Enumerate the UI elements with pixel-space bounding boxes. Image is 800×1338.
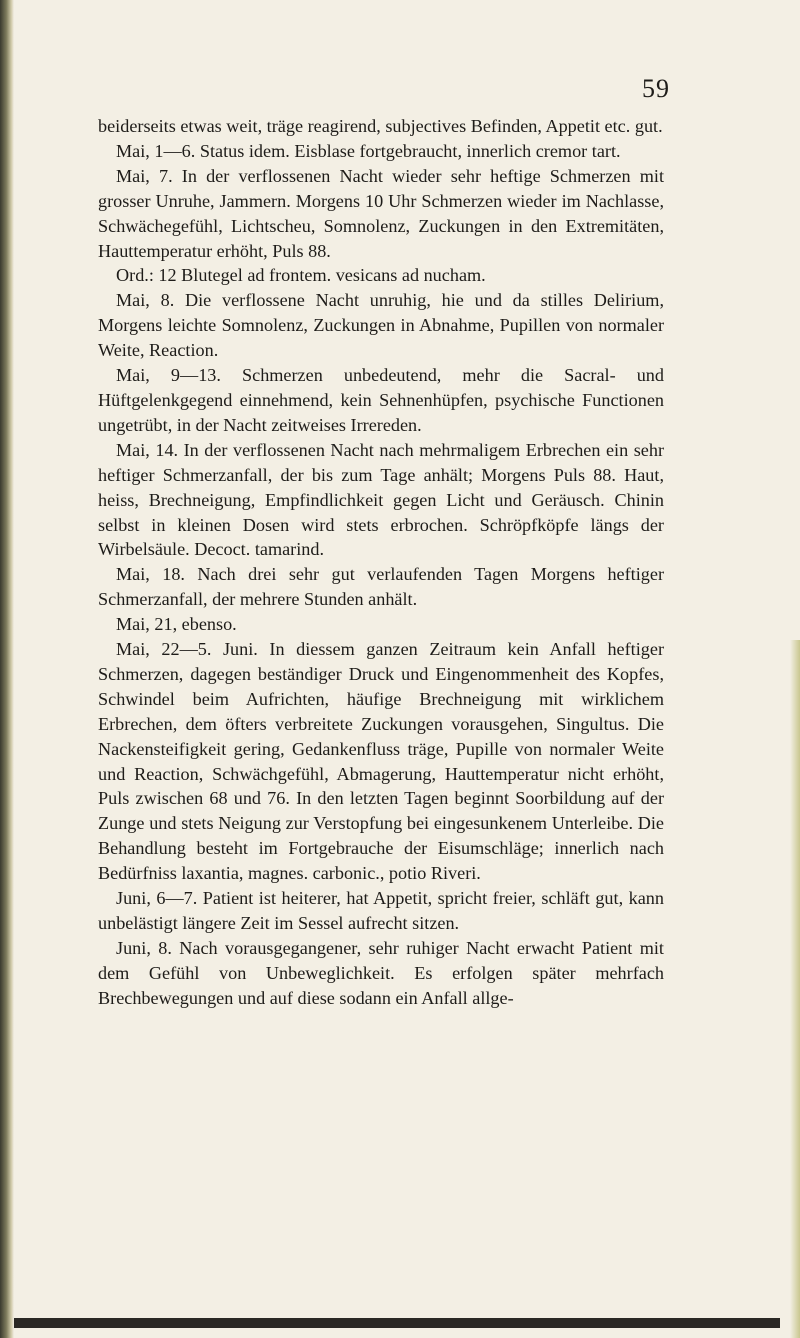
paragraph-12: Juni, 8. Nach vorausgegangener, sehr ruhiger Nacht erwacht Patient mit dem Gefühl von Unbeweglichkeit. Es erfolgen später mehrfach Brechbewegungen und auf diese sodann ein Anfall allge- xyxy=(98,937,664,1008)
paragraph-7: Mai, 14. In der verflossenen Nacht nach mehrmaligem Erbrechen ein sehr heftiger Schmerzanfall, der bis zum Tage anhält; Morgens Puls 88. Haut, heiss, Brechneigung, Empfindlichkeit gegen Licht und Geräusch. Chinin selbst in kleinen Dosen wird stets erbrochen. Schröpfköpfe längs der Wirbelsäule. Decoct. tamarind. xyxy=(98,439,664,560)
paragraph-1: beiderseits etwas weit, träge reagirend, subjectives Befinden, Appetit etc. gut. xyxy=(98,116,663,136)
paragraph-6: Mai, 9—13. Schmerzen unbedeutend, mehr die Sacral- und Hüftgelenkgegend einnehmend, kein Sehnenhüpfen, psychische Functionen ungetrübt, in der Nacht zeitweises Irrereden. xyxy=(98,365,664,435)
page-number: 59 xyxy=(642,74,670,103)
paragraph-9: Mai, 21, ebenso. xyxy=(116,614,237,635)
page-edge-stain xyxy=(790,640,800,1338)
paragraph-11: Juni, 6—7. Patient ist heiterer, hat Appetit, spricht freier, schläft gut, kann unbelästigt längere Zeit im Sessel aufrecht sitzen. xyxy=(98,888,664,933)
paragraph-5: Mai, 8. Die verflossene Nacht unruhig, hie und da stilles Delirium, Morgens leichte Somnolenz, Zuckungen in Abnahme, Pupillen von normaler Weite, Reaction. xyxy=(98,290,664,361)
paragraph-8: Mai, 18. Nach drei sehr gut verlaufenden Tagen Morgens heftiger Schmerzanfall, der mehrere Stunden anhält. xyxy=(98,564,664,610)
book-spine-shadow xyxy=(0,0,14,1338)
bottom-edge-shadow xyxy=(14,1318,780,1328)
paragraph-4: Ord.: 12 Blutegel ad frontem. vesicans ad nucham. xyxy=(116,265,486,286)
body-text xyxy=(98,114,664,1011)
paragraph-10: Mai, 22—5. Juni. In diessem ganzen Zeitraum kein Anfall heftiger Schmerzen, dagegen beständiger Druck und Eingenommenheit des Kopfes, Schwindel beim Aufrichten, häufige Brechneigung mit wirklichem Erbrechen, dem öfters verbreitete Zuckungen vorausgehen, Singultus. Die Nackensteifigkeit gering, Gedankenfluss träge, Pupille von normaler Weite und Reaction, Schwächgefühl, Abmagerung, Hauttemperatur nicht erhöht, Puls zwischen 68 und 76. In den letzten Tagen beginnt Soorbildung auf der Zunge und stets Neigung zur Verstopfung bei eingesunkenem Unterleibe. Die Behandlung besteht im Fortgebrauche der Eisumschläge; innerlich nach Bedürfniss laxantia, magnes. carbonic., potio Riveri. xyxy=(98,639,664,884)
paragraph-3: Mai, 7. In der verflossenen Nacht wieder sehr heftige Schmerzen mit grosser Unruhe, Jammern. Morgens 10 Uhr Schmerzen wieder im Nachlasse, Schwächegefühl, Lichtscheu, Somnolenz, Zuckungen in den Extremitäten, Hauttemperatur erhöht, Puls 88. xyxy=(98,165,664,261)
paragraph-2: Mai, 1—6. Status idem. Eisblase fortgebraucht, innerlich cremor tart. xyxy=(116,140,621,161)
